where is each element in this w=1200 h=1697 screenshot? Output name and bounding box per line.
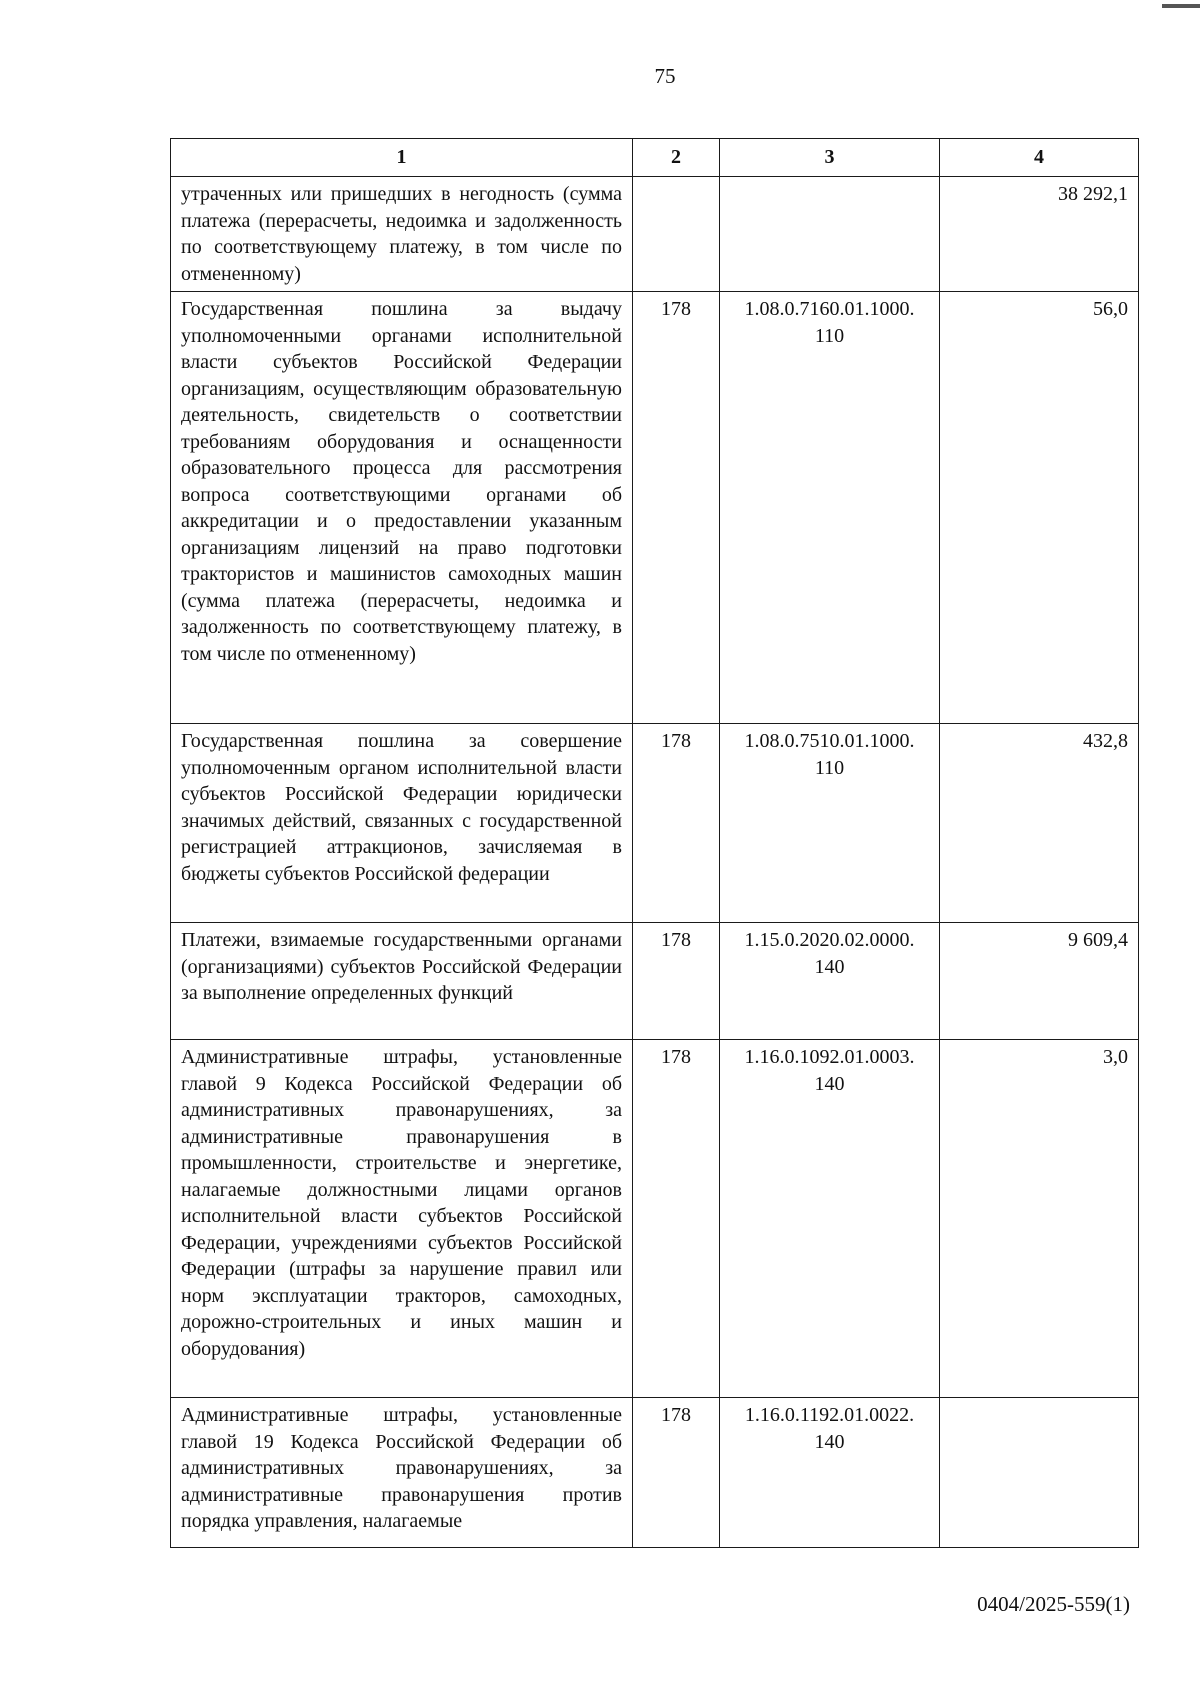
row-description: Платежи, взимаемые государственными органами (организациями) субъектов Российской Федерации за выполнение определенных функций: [171, 923, 633, 1040]
row-kbk-code: 1.15.0.2020.02.0000. 140: [720, 923, 940, 1040]
scan-edge-mark: [1162, 4, 1200, 8]
row-admin-code: [633, 177, 720, 292]
row-description: Административные штрафы, установленные главой 9 Кодекса Российской Федерации об административных правонарушениях, за административные правонарушения в промышленности, строительстве и энергетике, налагаемые должностными лицами органов исполнительной власти субъектов Российской Федерации, учреждениями субъектов Российской Федерации (штрафы за нарушение правил или норм эксплуатации тракторов, самоходных, дорожно-строительных и иных машин и оборудования): [171, 1040, 633, 1398]
table-header-row: [171, 139, 1139, 177]
row-amount: 3,0: [940, 1040, 1139, 1398]
revenue-table: [170, 138, 1139, 1548]
row-admin-code: 178: [633, 1040, 720, 1398]
row-kbk-code: 1.08.0.7510.01.1000. 110: [720, 724, 940, 923]
row-description: Государственная пошлина за совершение уполномоченным органом исполнительной власти субъектов Российской Федерации юридически значимых действий, связанных с государственной регистрацией аттракционов, зачисляемая в бюджеты субъектов Российской федерации: [171, 724, 633, 923]
row-kbk-code: 1.16.0.1192.01.0022. 140: [720, 1398, 940, 1548]
row-amount: [940, 1398, 1139, 1548]
table-row: [171, 923, 1139, 1040]
document-footer-code: 0404/2025-559(1): [977, 1592, 1130, 1616]
row-amount: 38 292,1: [940, 177, 1139, 292]
row-admin-code: 178: [633, 1398, 720, 1548]
column-header-4: 4: [940, 139, 1139, 177]
row-admin-code: 178: [633, 292, 720, 724]
row-kbk-code: [720, 177, 940, 292]
row-amount: 9 609,4: [940, 923, 1139, 1040]
row-description: Административные штрафы, установленные главой 19 Кодекса Российской Федерации об административных правонарушениях, за административные правонарушения против порядка управления, налагаемые: [171, 1398, 633, 1548]
table-row: [171, 292, 1139, 724]
row-description: Государственная пошлина за выдачу уполномоченными органами исполнительной власти субъектов Российской Федерации организациям, осуществляющим образовательную деятельность, свидетельств о соответствии требованиям оборудования и оснащенности образовательного процесса для рассмотрения вопроса соответствующими органами об аккредитации и о предоставлении указанным организациям лицензий на право подготовки трактористов и машинистов самоходных машин (сумма платежа (перерасчеты, недоимка и задолженность по соответствующему платежу, в том числе по отмененному): [171, 292, 633, 724]
row-admin-code: 178: [633, 724, 720, 923]
row-kbk-code: 1.08.0.7160.01.1000. 110: [720, 292, 940, 724]
row-kbk-code: 1.16.0.1092.01.0003. 140: [720, 1040, 940, 1398]
column-header-3: 3: [720, 139, 940, 177]
row-amount: 432,8: [940, 724, 1139, 923]
row-description: утраченных или пришедших в негодность (сумма платежа (перерасчеты, недоимка и задолженность по соответствующему платежу, в том числе по отмененному): [171, 177, 633, 292]
page-number: 75: [654, 64, 676, 88]
table-row: [171, 1398, 1139, 1548]
row-admin-code: 178: [633, 923, 720, 1040]
table-row: [171, 1040, 1139, 1398]
column-header-1: 1: [171, 139, 633, 177]
row-amount: 56,0: [940, 292, 1139, 724]
table-row: [171, 724, 1139, 923]
column-header-2: 2: [633, 139, 720, 177]
table-row: [171, 177, 1139, 292]
